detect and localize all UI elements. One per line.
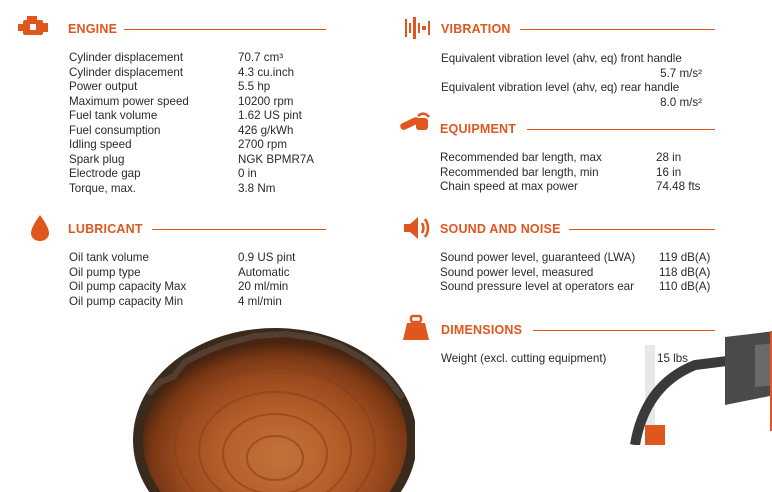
sound-spec-label: Sound pressure level at operators ear xyxy=(440,280,634,293)
dimensions-title: DIMENSIONS xyxy=(441,323,523,337)
sound-spec-value: 110 dB(A) xyxy=(659,280,711,293)
equipment-spec-label: Recommended bar length, min xyxy=(440,165,599,179)
engine-spec-value: 0 in xyxy=(238,167,257,180)
dimensions-spec-label: Weight (excl. cutting equipment) xyxy=(441,352,607,365)
lubricant-spec-label: Oil pump capacity Min xyxy=(69,294,184,308)
engine-spec-label: Cylinder displacement xyxy=(69,65,184,79)
equipment-spec-label: Recommended bar length, max xyxy=(440,151,602,164)
lubricant-spec-label: Oil pump capacity Max xyxy=(69,280,187,293)
engine-spec-value: 426 g/kWh xyxy=(238,123,294,137)
sound-spec-value: 119 dB(A) xyxy=(659,251,711,264)
engine-spec-label: Spark plug xyxy=(69,152,125,166)
equipment-spec-label: Chain speed at max power xyxy=(440,180,578,193)
engine-spec-value: 2700 rpm xyxy=(238,138,287,151)
sound-divider xyxy=(569,229,715,230)
lubricant-spec-value: 0.9 US pint xyxy=(238,251,296,264)
vibration-spec-value: 8.0 m/s² xyxy=(660,95,702,109)
speaker-icon xyxy=(402,214,432,242)
lubricant-spec-value: 20 ml/min xyxy=(238,280,289,293)
sound-title: SOUND AND NOISE xyxy=(440,222,561,236)
engine-spec-value: 10200 rpm xyxy=(238,94,294,108)
engine-spec-label: Maximum power speed xyxy=(69,94,189,108)
equipment-spec-value: 28 in xyxy=(656,151,682,164)
vibration-title: VIBRATION xyxy=(441,22,511,36)
lubricant-spec-label: Oil pump type xyxy=(69,265,141,279)
engine-spec-label: Electrode gap xyxy=(69,167,141,180)
sound-spec-label: Sound power level, measured xyxy=(440,265,594,279)
equipment-spec-value: 16 in xyxy=(656,165,682,179)
lubricant-spec-value: Automatic xyxy=(238,265,290,279)
lubricant-spec-value: 4 ml/min xyxy=(238,294,282,308)
engine-spec-label: Idling speed xyxy=(69,138,132,151)
engine-spec-value: 3.8 Nm xyxy=(238,181,276,195)
chainsaw-icon xyxy=(398,112,432,138)
equipment-spec-value: 74.48 fts xyxy=(656,180,701,193)
chainsaw-handle-image xyxy=(605,325,772,445)
vibration-spec-row xyxy=(441,52,702,81)
engine-divider xyxy=(124,29,326,30)
engine-spec-label: Power output xyxy=(69,80,138,93)
engine-spec-label: Cylinder displacement xyxy=(69,51,184,64)
equipment-title: EQUIPMENT xyxy=(440,122,517,136)
engine-spec-label: Fuel consumption xyxy=(69,123,161,137)
engine-spec-value: 5.5 hp xyxy=(238,80,271,93)
engine-spec-label: Torque, max. xyxy=(69,181,137,195)
engine-spec-value: 1.62 US pint xyxy=(238,109,302,122)
vibration-spec-label: Equivalent vibration level (ahv, eq) rear handle xyxy=(441,81,680,94)
engine-title: ENGINE xyxy=(68,22,118,36)
vibration-divider xyxy=(520,29,715,30)
lubricant-title: LUBRICANT xyxy=(68,222,143,236)
vibration-spec-label: Equivalent vibration level (ahv, eq) front handle xyxy=(441,52,682,65)
sound-spec-value: 118 dB(A) xyxy=(659,265,711,279)
lubricant-divider xyxy=(152,229,326,230)
engine-spec-label: Fuel tank volume xyxy=(69,109,158,122)
wood-log-image xyxy=(125,322,415,492)
engine-spec-value: 70.7 cm³ xyxy=(238,51,284,64)
engine-spec-value: 4.3 cu.inch xyxy=(238,65,295,79)
equipment-divider xyxy=(527,129,715,130)
oil-drop-icon xyxy=(28,213,52,243)
lubricant-spec-label: Oil tank volume xyxy=(69,251,149,264)
dimensions-spec-value: 15 lbs xyxy=(657,352,688,365)
engine-spec-value: NGK BPMR7A xyxy=(238,152,315,166)
vibration-icon xyxy=(404,15,432,41)
vibration-spec-value: 5.7 m/s² xyxy=(660,66,702,80)
vibration-spec-row xyxy=(441,81,702,110)
sound-spec-label: Sound power level, guaranteed (LWA) xyxy=(440,251,636,264)
engine-icon xyxy=(16,14,50,42)
